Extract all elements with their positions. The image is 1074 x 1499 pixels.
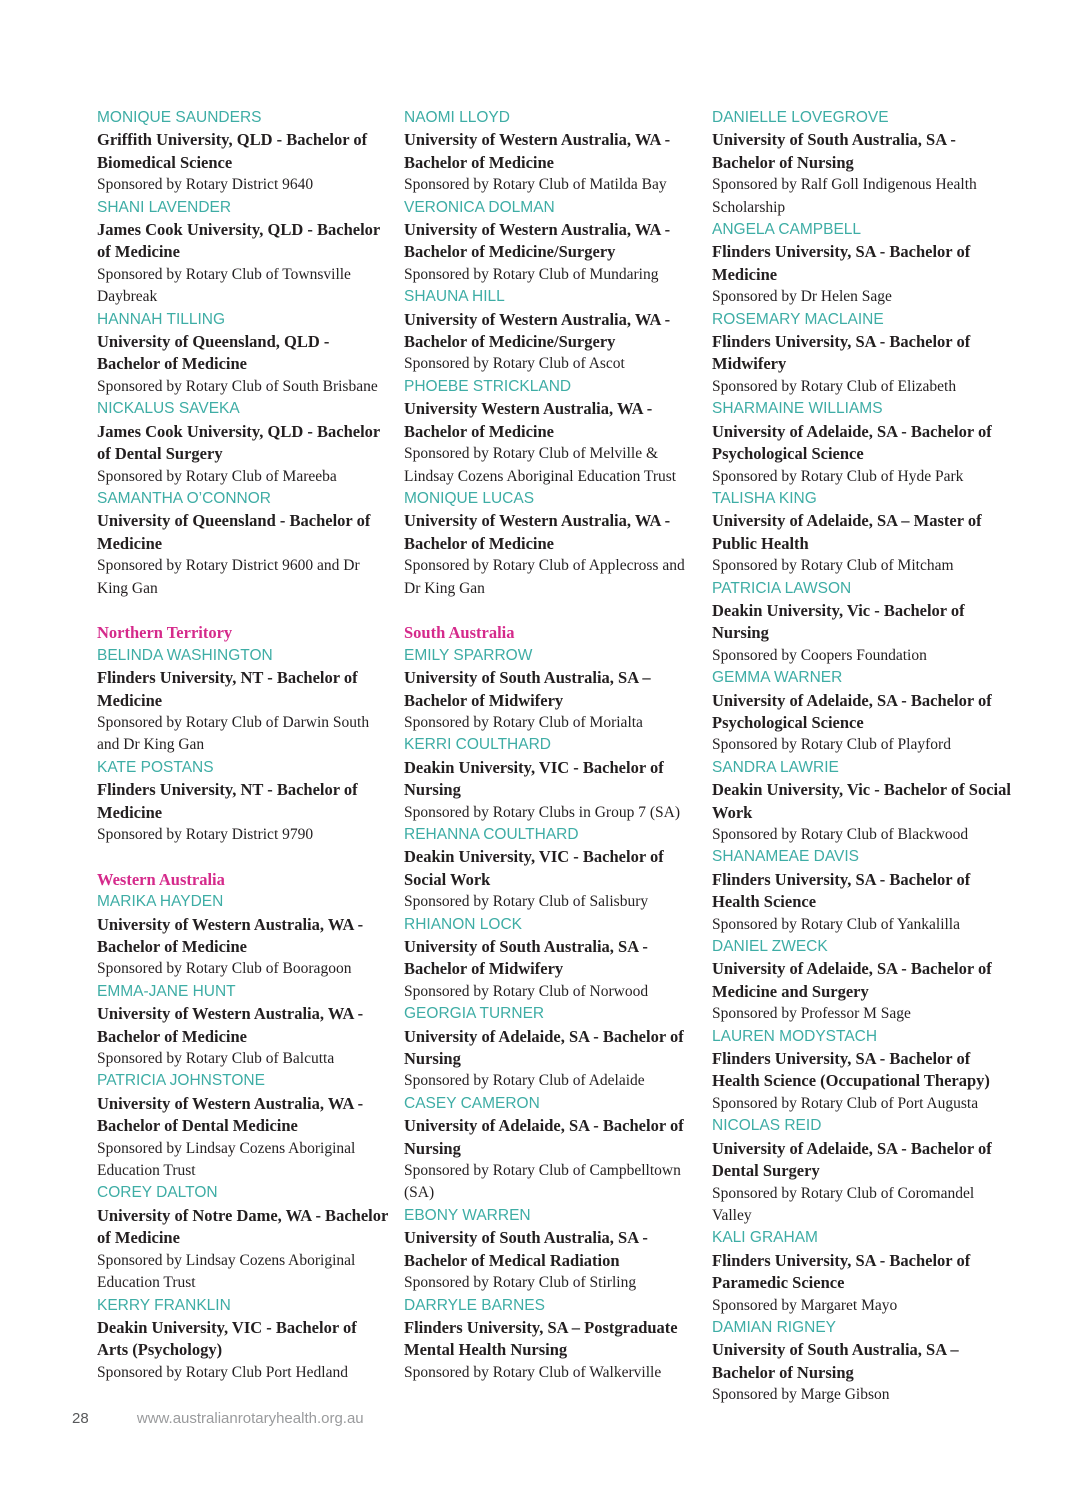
scholar-entry [404, 1205, 700, 1295]
page-number: 28 [72, 1410, 89, 1427]
scholar-entry [712, 1115, 1012, 1227]
scholar-course: Flinders University, NT - Bachelor of Medicine [97, 668, 358, 710]
scholar-sponsor: Sponsored by Rotary Club of Balcutta [97, 1050, 335, 1068]
scholar-entry [404, 824, 700, 914]
scholar-name: PHOEBE STRICKLAND [404, 377, 572, 395]
scholar-course: University of Queensland, QLD - Bachelor of Medicine [97, 332, 330, 374]
scholar-sponsor: Sponsored by Rotary Club of Coromandel Valley [712, 1184, 975, 1224]
scholar-course: University of Western Australia, WA - Bachelor of Medicine/Surgery [404, 220, 671, 262]
scholar-entry [712, 488, 1012, 578]
scholar-name: SHANAMEAE DAVIS [712, 848, 860, 866]
scholar-course: University Western Australia, WA - Bachelor of Medicine [404, 399, 653, 441]
column-2 [404, 107, 700, 1384]
scholar-entry [404, 107, 700, 197]
scholar-sponsor: Sponsored by Rotary Club of South Brisbane [97, 377, 378, 395]
scholar-course: University of Adelaide, SA - Bachelor of Psychological Science [712, 421, 992, 464]
scholar-entry [404, 197, 700, 287]
scholar-sponsor: Sponsored by Coopers Foundation [712, 646, 927, 664]
scholar-entry [712, 846, 1012, 936]
scholar-sponsor: Sponsored by Rotary Club of Blackwood [712, 826, 969, 843]
scholar-sponsor: Sponsored by Rotary District 9640 [97, 176, 314, 194]
scholar-sponsor: Sponsored by Rotary Club of Ascot [404, 355, 625, 373]
scholar-entry [97, 891, 389, 981]
scholar-sponsor: Sponsored by Professor M Sage [712, 1005, 911, 1023]
scholar-course: University of Western Australia, WA - Bachelor of Medicine/Surgery [404, 309, 671, 352]
scholar-name: SHAUNA HILL [404, 288, 505, 306]
scholar-course: Griffith University, QLD - Bachelor of Biomedical Science [97, 130, 368, 172]
scholar-entry [404, 1295, 700, 1385]
scholar-name: EMILY SPARROW [404, 646, 533, 664]
scholar-sponsor: Sponsored by Rotary Club of Applecross and Dr King Gan [404, 557, 685, 597]
scholar-sponsor: Sponsored by Rotary Clubs in Group 7 (SA) [404, 803, 680, 821]
scholar-entry [404, 376, 700, 488]
scholar-sponsor: Sponsored by Rotary Club of Adelaide [404, 1072, 645, 1090]
scholar-course: Deakin University, Vic - Bachelor of Social Work [712, 780, 1011, 822]
scholar-name: EBONY WARREN [404, 1206, 531, 1224]
scholar-course: Flinders University, SA - Bachelor of Medicine [712, 242, 971, 284]
scholar-course: University of South Australia, SA – Bachelor of Midwifery [404, 668, 651, 710]
scholar-sponsor: Sponsored by Rotary Club of Norwood [404, 982, 649, 1000]
scholar-course: University of South Australia, SA - Bachelor of Midwifery [404, 937, 648, 979]
scholar-sponsor: Sponsored by Rotary Club Port Hedland [97, 1363, 348, 1381]
scholar-entry [97, 757, 389, 847]
scholar-name: LAUREN MODYSTACH [712, 1027, 878, 1045]
scholar-course: University of Adelaide, SA - Bachelor of Nursing [404, 1116, 684, 1158]
scholar-sponsor: Sponsored by Rotary Club of Elizabeth [712, 377, 957, 395]
scholar-course: University of South Australia, SA - Bachelor of Nursing [712, 130, 956, 172]
scholar-entry [712, 757, 1012, 847]
scholar-entry [712, 667, 1012, 757]
scholar-name: RHIANON LOCK [404, 915, 522, 933]
scholar-name: KATE POSTANS [97, 758, 214, 776]
scholar-name: KERRY FRANKLIN [97, 1296, 231, 1314]
scholar-course: University of Queensland - Bachelor of Medicine [97, 511, 371, 553]
scholar-name: MONIQUE SAUNDERS [97, 109, 262, 126]
scholar-sponsor: Sponsored by Rotary Club of Salisbury [404, 893, 649, 911]
footer-url: www.australianrotaryhealth.org.au [136, 1410, 364, 1427]
scholar-entry [97, 309, 389, 399]
scholar-course: University of Adelaide, SA - Bachelor of Nursing [404, 1026, 684, 1069]
scholar-name: ANGELA CAMPBELL [712, 221, 862, 239]
scholar-course: Deakin University, Vic - Bachelor of Nursing [712, 600, 965, 643]
scholar-sponsor: Sponsored by Ralf Goll Indigenous Health Scholarship [712, 176, 977, 216]
scholar-sponsor: Sponsored by Rotary Club of Melville & Lindsay Cozens Aboriginal Education Trust [404, 445, 677, 485]
scholar-entry [97, 1070, 389, 1182]
scholar-sponsor: Sponsored by Rotary Club of Morialta [404, 713, 643, 731]
scholar-name: SANDRA LAWRIE [712, 758, 839, 776]
scholar-name: BELINDA WASHINGTON [97, 646, 273, 664]
scholar-sponsor: Sponsored by Lindsay Cozens Aboriginal Education Trust [97, 1251, 356, 1292]
scholar-entry [404, 645, 700, 735]
scholar-name: COREY DALTON [97, 1184, 218, 1202]
region-heading: South Australia [404, 623, 515, 643]
scholar-name: NAOMI LLOYD [404, 109, 510, 126]
scholar-entry [97, 981, 389, 1071]
scholar-course: Flinders University, NT - Bachelor of Medicine [97, 780, 358, 822]
scholar-name: REHANNA COULTHARD [404, 825, 579, 843]
scholar-name: NICKALUS SAVEKA [97, 400, 240, 418]
region-heading: Western Australia [97, 869, 225, 889]
scholar-name: MONIQUE LUCAS [404, 489, 535, 507]
scholar-sponsor: Sponsored by Rotary Club of Walkerville [404, 1363, 662, 1381]
scholar-sponsor: Sponsored by Rotary District 9790 [97, 825, 314, 843]
scholar-course: James Cook University, QLD - Bachelor of Medicine [97, 220, 380, 262]
scholar-sponsor: Sponsored by Rotary Club of Hyde Park [712, 467, 964, 485]
column-3 [712, 107, 1012, 1407]
scholar-name: TALISHA KING [712, 489, 817, 507]
scholar-entry [404, 914, 700, 1004]
scholar-sponsor: Sponsored by Rotary Club of Mundaring [404, 265, 659, 283]
scholar-entry [97, 107, 389, 197]
scholar-entry [404, 1093, 700, 1205]
scholar-sponsor: Sponsored by Rotary Club of Mareeba [97, 467, 337, 485]
scholar-sponsor: Sponsored by Rotary Club of Townsville Daybreak [97, 265, 351, 306]
scholar-entry [712, 936, 1012, 1026]
scholar-course: University of Western Australia, WA - Bachelor of Medicine [97, 914, 364, 956]
scholar-course: University of Adelaide, SA - Bachelor of Psychological Science [712, 690, 992, 732]
scholar-name: NICOLAS REID [712, 1117, 822, 1135]
scholar-entry [97, 197, 389, 309]
scholar-course: James Cook University, QLD - Bachelor of Dental Surgery [97, 421, 380, 464]
scholar-name: EMMA-JANE HUNT [97, 982, 236, 1000]
scholar-name: ROSEMARY MACLAINE [712, 310, 884, 328]
scholar-course: University of South Australia, SA – Bachelor of Nursing [712, 1340, 959, 1382]
scholar-entry [97, 488, 389, 600]
scholar-sponsor: Sponsored by Rotary District 9600 and Dr King Gan [97, 557, 360, 597]
scholar-name: PATRICIA LAWSON [712, 579, 852, 597]
scholar-course: Flinders University, SA – Postgraduate Mental Health Nursing [404, 1317, 678, 1360]
scholar-name: HANNAH TILLING [97, 310, 226, 328]
scholar-entry [404, 734, 700, 824]
scholar-name: SHANI LAVENDER [97, 198, 232, 216]
scholar-course: Flinders University, SA - Bachelor of Health Science (Occupational Therapy) [712, 1049, 990, 1091]
scholar-sponsor: Sponsored by Rotary Club of Yankalilla [712, 915, 960, 933]
scholar-name: KERRI COULTHARD [404, 736, 551, 754]
scholar-sponsor: Sponsored by Lindsay Cozens Aboriginal Education Trust [97, 1139, 356, 1180]
scholar-name: SAMANTHA O’CONNOR [97, 489, 271, 507]
scholar-sponsor: Sponsored by Rotary Club of Campbelltown (SA) [404, 1162, 681, 1202]
scholar-course: Deakin University, VIC - Bachelor of Arts (Psychology) [97, 1317, 357, 1360]
column-1 [97, 107, 389, 1384]
scholar-name: DANIEL ZWECK [712, 938, 828, 956]
scholar-entry [97, 1182, 389, 1294]
scholar-course: Flinders University, SA - Bachelor of Paramedic Science [712, 1250, 971, 1293]
scholar-entry [712, 1026, 1012, 1116]
region-heading: Northern Territory [97, 623, 233, 643]
scholar-sponsor: Sponsored by Margaret Mayo [712, 1296, 898, 1314]
scholar-name: GEORGIA TURNER [404, 1005, 545, 1023]
page-footer [72, 1408, 364, 1430]
scholar-sponsor: Sponsored by Rotary Club of Stirling [404, 1274, 637, 1292]
scholar-name: KALI GRAHAM [712, 1229, 818, 1247]
scholar-entry [712, 1227, 1012, 1317]
scholar-course: Deakin University, VIC - Bachelor of Nursing [404, 757, 664, 800]
scholar-course: Flinders University, SA - Bachelor of Health Science [712, 869, 971, 912]
scholar-name: GEMMA WARNER [712, 669, 843, 687]
scholar-sponsor: Sponsored by Rotary Club of Booragoon [97, 960, 352, 978]
scholar-course: University of Adelaide, SA - Bachelor of Medicine and Surgery [712, 959, 992, 1001]
scholar-sponsor: Sponsored by Rotary Club of Darwin South and Dr King Gan [97, 713, 370, 754]
scholar-course: University of Western Australia, WA - Bachelor of Medicine [404, 130, 671, 172]
scholar-name: PATRICIA JOHNSTONE [97, 1072, 265, 1090]
scholar-course: University of Adelaide, SA - Bachelor of Dental Surgery [712, 1138, 992, 1181]
scholar-entry [404, 488, 700, 600]
scholar-course: University of Western Australia, WA - Bachelor of Dental Medicine [97, 1093, 364, 1136]
scholar-course: Flinders University, SA - Bachelor of Midwifery [712, 332, 971, 374]
scholar-course: University of Notre Dame, WA - Bachelor of Medicine [97, 1205, 388, 1248]
scholar-entry [712, 1317, 1012, 1407]
scholar-entry [97, 398, 389, 488]
scholar-name: DARRYLE BARNES [404, 1296, 545, 1314]
scholar-entry [712, 309, 1012, 399]
scholar-sponsor: Sponsored by Dr Helen Sage [712, 288, 892, 306]
scholar-entry [97, 1295, 389, 1385]
scholar-sponsor: Sponsored by Marge Gibson [712, 1386, 890, 1404]
scholar-entry [712, 107, 1012, 219]
scholar-name: SHARMAINE WILLIAMS [712, 400, 883, 418]
scholar-course: Deakin University, VIC - Bachelor of Social Work [404, 847, 664, 889]
scholar-name: MARIKA HAYDEN [97, 893, 224, 911]
scholar-name: DAMIAN RIGNEY [712, 1318, 837, 1336]
scholar-course: University of Western Australia, WA - Bachelor of Medicine [404, 511, 671, 553]
scholar-entry [97, 645, 389, 757]
scholar-entry [404, 1003, 700, 1093]
scholar-name: VERONICA DOLMAN [404, 198, 555, 216]
scholar-sponsor: Sponsored by Rotary Club of Mitcham [712, 557, 954, 575]
scholar-entry [712, 398, 1012, 488]
scholar-name: DANIELLE LOVEGROVE [712, 109, 889, 126]
scholar-entry [712, 219, 1012, 309]
scholar-sponsor: Sponsored by Rotary Club of Matilda Bay [404, 176, 667, 194]
scholar-sponsor: Sponsored by Rotary Club of Playford [712, 736, 951, 754]
scholar-course: University of Adelaide, SA – Master of Public Health [712, 511, 982, 553]
scholar-course: University of Western Australia, WA - Bachelor of Medicine [97, 1004, 364, 1046]
scholar-entry [712, 578, 1012, 668]
scholar-name: CASEY CAMERON [404, 1094, 540, 1112]
scholar-course: University of South Australia, SA - Bachelor of Medical Radiation [404, 1228, 648, 1270]
scholar-entry [404, 286, 700, 376]
scholar-sponsor: Sponsored by Rotary Club of Port Augusta [712, 1094, 979, 1112]
